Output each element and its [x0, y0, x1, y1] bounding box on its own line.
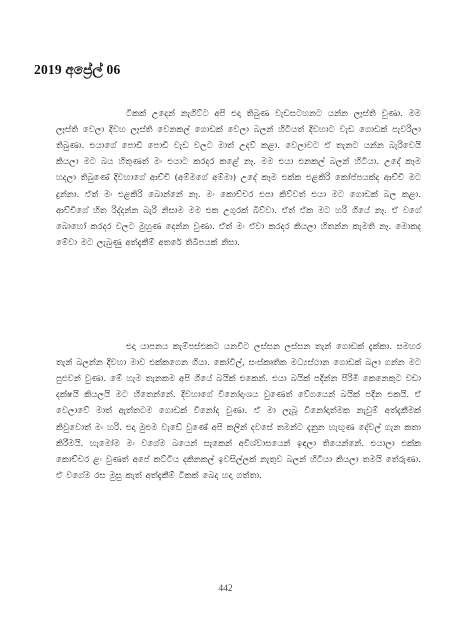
body-paragraph-1: ටිකක් උදෙන් නැගිට්ට අපි එදා තිබුණ වැඩසටහනට යන්න ලෑස්ති වුණා. මම ලෑස්ති වෙලා දිවහ ලෑස්ති වෙනකල් ගොඩක් වෙලා බලන් හිටියත් දිවහාට වැඩ ගොඩක් පැවරිලා තිබුණා. එයාගේ පොඩි පොඩි වැඩ වලට මාත් උදව් කළා. වෙලාවට ඒ තැනට යන්න බැරිවෙයි කියලා මට බය හිතුණත් මං එයාට කරදර කළේ නෑ. මම එයා එනකල් බලන් හිටියා. උදේ කෑම හදලා තිබුණේ දිවහාගේ ආච්චි (අම්මගේ අම්මා) උදේ කෑම එක්ක එළකිරි කෝප්පයක්ද ආච්චි මට දුන්නා. ඒත් මං එළකිරි බොන්නේ නෑ. මං කොච්චර එපා කිව්වත් එයා මට ගොඩක් බල කළා. ආච්චිගේ හිත රිද්දන්න බැරි නිසාම මම එක උගුරක් බිව්වා. ඒත් ඒක මට හරි ගියේ නෑ. ඒ වගේ බොහෝ කරදර වලට මුහුණ දෙන්න වුණා. ඒත් මං ඒවා කරදර කියලා හිතන්න කැමති නෑ. මොකද මේවා මට ලැබුණු අත්දැකීම් අතරේ තිබිපයක් නිසා.	[56, 108, 421, 249]
page-number: 442	[218, 584, 233, 594]
body-paragraph-2: එදා යාපනය කැම්පස්එකට යනවිට ලස්සන ලස්සන තැන් ගොඩක් දැක්කා. සමහර තැන් බලන්න දිවහා මාව එක්කගෙන ගියා. කෝවිල්, සංස්කෘතික මධ්‍යස්ථාන ගොඩක් බලා ගන්න මට පුළුවන් වුණා. මේ හැම තැනකම අපි ගියේ බයික් එකෙන්. එයා බයික් පදින්න පිරිමි කෙනෙකුට වඩා දක්ෂයි කියලයි මට හිතෙන්නේ. දිවහාගේ විනෝදාංශය වුණෙත් වේගයෙන් බයික් පදින එකයි. ඒ වෙලාවේ මාත් ඇත්තටම ගොඩක් විනෝද වුණා. ඒ මා ලැබූ විනෝදාත්මක නැවුම් අත්දැකීමක් කිවුවොත් මං හරි. එදා මුළුම වැඩේ වුණේ අපි කලින් දවසේ තමන්ට දැනුන හැඟුණ දේවල් ගැන කතා කිරීමයි. හැමෝම මං වගේම බයෙන් සැකෙන් අවිශ්වාසයෙන් ඉඳලා තියෙන්නේ. එයාලා එක්ක කොච්චර ළං වුණත් අපේ කට්ටිය දකිනකල් ඉවසිල්ලක් නැතුව බලන් හිටියා කියලා තමයි තේරුණා. ඒ වගේම රස මුසු කැත් අත්දැකීම් ටිකක් බෙදා හදා ගත්තා.	[56, 341, 421, 482]
entry-date-heading: 2019 අප්‍රේල් 06	[34, 62, 121, 77]
